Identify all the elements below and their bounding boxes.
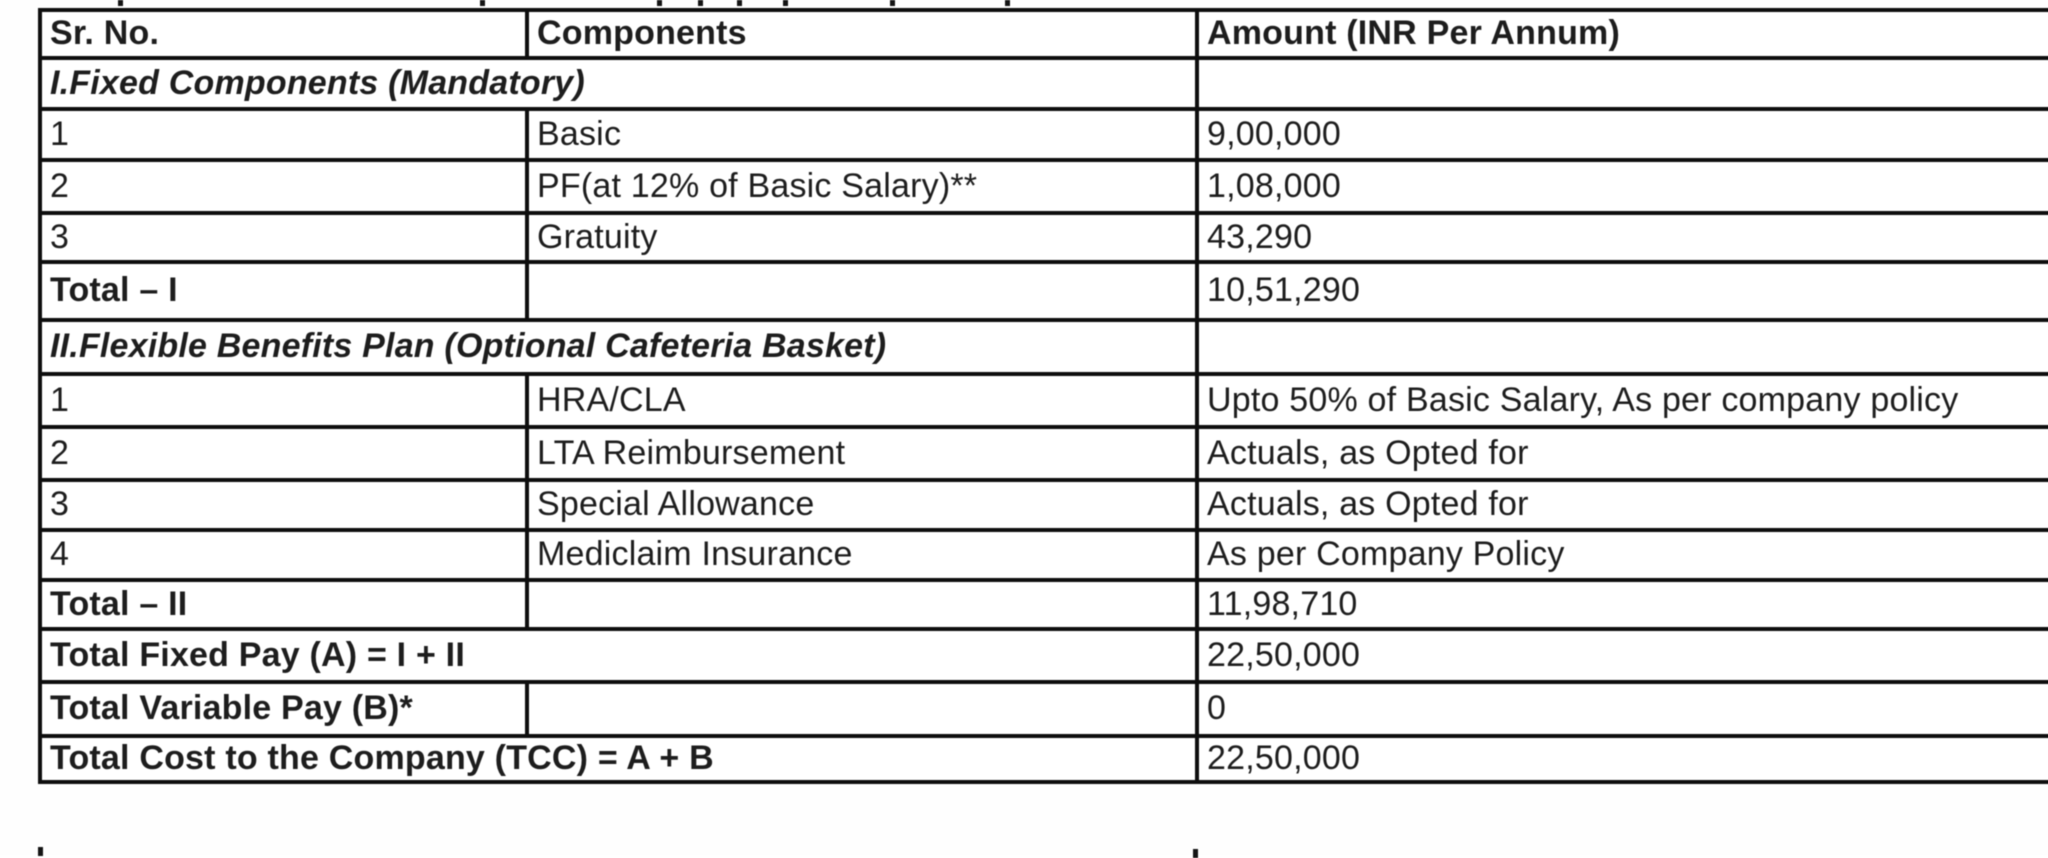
empty-cell [1197, 320, 2048, 374]
total-flexible-amount: 11,98,710 [1197, 580, 2048, 629]
total-variable-pay-amount: 0 [1197, 682, 2048, 736]
tcc-label: Total Cost to the Company (TCC) = A + B [40, 736, 1197, 782]
section-fixed-title: I.Fixed Components (Mandatory) [40, 58, 1197, 109]
row-component: Mediclaim Insurance [527, 530, 1197, 580]
row-amount: Upto 50% of Basic Salary, As per company policy [1197, 374, 2048, 427]
empty-cell [1197, 58, 2048, 109]
text-remnant-mark [657, 0, 662, 6]
section-fixed-title-row [40, 58, 2048, 109]
total-fixed-pay-amount: 22,50,000 [1197, 629, 2048, 682]
row-component: PF(at 12% of Basic Salary)** [527, 160, 1197, 213]
header-sr-no: Sr. No. [40, 10, 527, 58]
row-sr-no: 4 [40, 530, 527, 580]
table-row-special-allowance [40, 480, 2048, 530]
row-sr-no: 3 [40, 213, 527, 262]
text-remnant-mark [698, 0, 703, 6]
total-flexible-label: Total – II [40, 580, 527, 629]
row-amount: Actuals, as Opted for [1197, 480, 2048, 530]
total-fixed-label: Total – I [40, 262, 527, 320]
table-header-row [40, 10, 2048, 58]
row-amount: Actuals, as Opted for [1197, 427, 2048, 480]
tcc-amount: 22,50,000 [1197, 736, 2048, 782]
empty-cell [527, 580, 1197, 629]
row-component: Gratuity [527, 213, 1197, 262]
text-remnant-mark [118, 0, 123, 6]
table-row-gratuity [40, 213, 2048, 262]
total-variable-pay-label: Total Variable Pay (B)* [40, 682, 527, 736]
total-fixed-row [40, 262, 2048, 320]
row-component: LTA Reimbursement [527, 427, 1197, 480]
row-amount: As per Company Policy [1197, 530, 2048, 580]
table-row-mediclaim [40, 530, 2048, 580]
text-remnant-mark [1005, 0, 1010, 6]
total-variable-pay-row [40, 682, 2048, 736]
table-row-pf [40, 160, 2048, 213]
cropped-table-border-nub [1193, 849, 1198, 858]
total-fixed-pay-row [40, 629, 2048, 682]
text-remnant-mark [890, 0, 895, 6]
row-sr-no: 2 [40, 427, 527, 480]
total-cost-to-company-row [40, 736, 2048, 782]
empty-cell [527, 682, 1197, 736]
header-amount: Amount (INR Per Annum) [1197, 10, 2048, 58]
total-fixed-amount: 10,51,290 [1197, 262, 2048, 320]
text-remnant-mark [737, 0, 742, 6]
row-amount: 43,290 [1197, 213, 2048, 262]
row-sr-no: 2 [40, 160, 527, 213]
table-row-lta [40, 427, 2048, 480]
total-flexible-row [40, 580, 2048, 629]
total-fixed-pay-label: Total Fixed Pay (A) = I + II [40, 629, 1197, 682]
salary-structure-table [38, 8, 2048, 784]
row-component: Basic [527, 109, 1197, 160]
table-row-basic [40, 109, 2048, 160]
row-sr-no: 1 [40, 374, 527, 427]
table-row-hra-cla [40, 374, 2048, 427]
section-flexible-title-row [40, 320, 2048, 374]
row-sr-no: 1 [40, 109, 527, 160]
text-remnant-mark [783, 0, 788, 6]
row-amount: 9,00,000 [1197, 109, 2048, 160]
row-amount: 1,08,000 [1197, 160, 2048, 213]
empty-cell [527, 262, 1197, 320]
row-component: Special Allowance [527, 480, 1197, 530]
section-flexible-title: II.Flexible Benefits Plan (Optional Cafeteria Basket) [40, 320, 1197, 374]
row-component: HRA/CLA [527, 374, 1197, 427]
text-remnant-mark [480, 0, 485, 6]
header-components: Components [527, 10, 1197, 58]
row-sr-no: 3 [40, 480, 527, 530]
